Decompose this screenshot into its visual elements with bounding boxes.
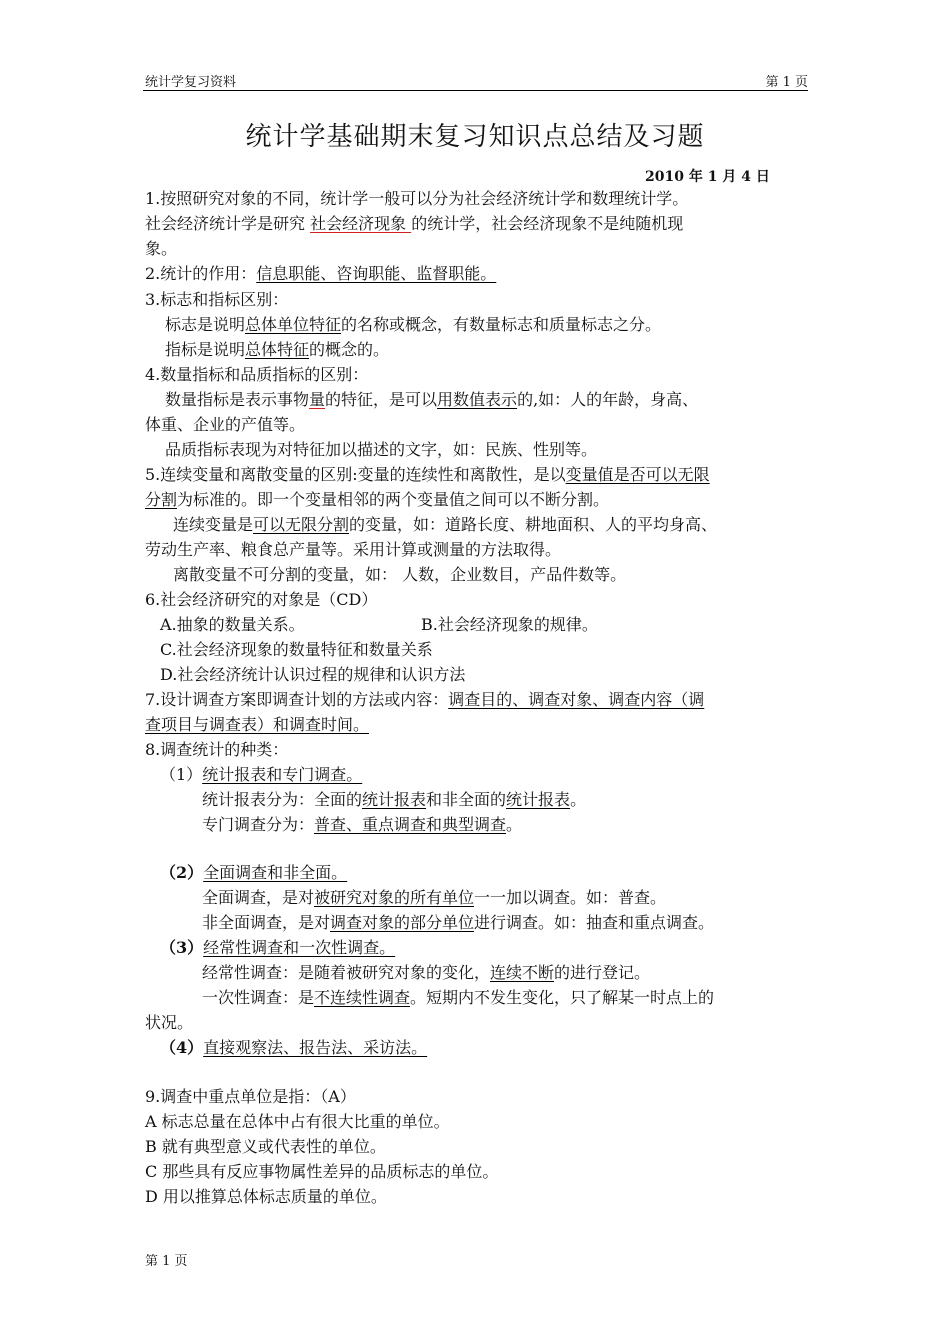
s4-line1 — [165, 389, 698, 411]
s8-part1-line2 — [202, 814, 522, 836]
underlined-term: 总体特征 — [245, 340, 310, 359]
underlined-term: 可以无限分割 — [253, 515, 350, 534]
s7-line2 — [145, 714, 369, 736]
underlined-term: 变量值是否可以无限 — [565, 465, 710, 484]
s8-part1-line1 — [202, 789, 586, 811]
text: 为标准的。即一个变量相邻的两个变量值之间可以不断分割。 — [177, 490, 610, 509]
s2-line — [145, 263, 496, 285]
s9-option-d: D 用以推算总体标志质量的单位。 — [145, 1187, 387, 1206]
underlined-term: 调查对象的部分单位 — [330, 913, 475, 932]
text: 数量指标是表示事物 — [165, 390, 310, 409]
underlined-term: 统计报表 — [506, 790, 571, 809]
underlined-term: 连续不断 — [490, 963, 555, 982]
text: 指标是说明 — [165, 340, 246, 359]
text: 一次性调查：是 — [202, 988, 315, 1007]
document-title: 统计学基础期末复习知识点总结及习题 — [245, 122, 705, 152]
s6-option-a: A.抽象的数量关系。 — [160, 615, 305, 634]
text: （4） — [160, 1038, 204, 1057]
s8-part3 — [160, 937, 395, 959]
text: 。短期内不发生变化，只了解某一时点上的 — [410, 988, 715, 1007]
underlined-term: 量 — [309, 390, 326, 409]
s9-option-b: B 就有典型意义或代表性的单位。 — [145, 1137, 386, 1156]
s5-line5: 离散变量不可分割的变量，如： 人数，企业数目，产品件数等。 — [173, 565, 627, 584]
text: 。 — [506, 815, 523, 834]
page-header — [143, 70, 808, 91]
underlined-term: 社会经济现象 — [310, 214, 412, 233]
text: 的名称或概念，有数量标志和质量标志之分。 — [341, 315, 662, 334]
text: （2） — [160, 863, 204, 882]
text: 一一加以调查。如：普查。 — [474, 888, 667, 907]
text: （3） — [160, 938, 204, 957]
s4-line3: 品质指标表现为对特征加以描述的文字，如：民族、性别等。 — [165, 440, 598, 459]
text: 统计报表分为：全面的 — [202, 790, 363, 809]
underlined-term: 总体单位特征 — [245, 315, 342, 334]
text: 标志是说明 — [165, 315, 246, 334]
s8-part4 — [160, 1037, 427, 1059]
underlined-term: 不连续性调查 — [314, 988, 411, 1007]
page-footer: 第 1 页 — [145, 1254, 188, 1269]
s8-part2 — [160, 862, 347, 884]
s8-part3-line3: 状况。 — [145, 1013, 194, 1032]
text: 连续变量是 — [173, 515, 254, 534]
text: 专门调查分为： — [202, 815, 315, 834]
underlined-term: 调查目的、调查对象、调查内容（调 — [448, 690, 705, 709]
text: 2.统计的作用： — [145, 264, 257, 283]
text: （1） — [160, 765, 203, 784]
s5-line2 — [145, 489, 609, 511]
text: 的进行登记。 — [554, 963, 651, 982]
text: 的变量，如：道路长度、耕地面积、人的平均身高、 — [349, 515, 718, 534]
underlined-term: 全面调查和非全面。 — [203, 863, 348, 882]
text: 。 — [570, 790, 587, 809]
underlined-term: 被研究对象的所有单位 — [314, 888, 475, 907]
s6-option-b: B.社会经济现象的规律。 — [421, 615, 598, 634]
header-left: 统计学复习资料 — [145, 75, 237, 90]
s5-line4: 劳动生产率、粮食总产量等。采用计算或测量的方法取得。 — [145, 540, 562, 559]
s3-line1 — [165, 314, 661, 336]
underlined-term: 查项目与调查表）和调查时间。 — [145, 715, 370, 734]
underlined-term: 经常性调查和一次性调查。 — [203, 938, 396, 957]
s8-part3-line2 — [202, 987, 714, 1009]
header-right: 第 1 页 — [765, 75, 808, 90]
underlined-term: 用数值表示 — [437, 390, 518, 409]
text: 经常性调查：是随着被研究对象的变化， — [202, 963, 491, 982]
s6-option-c: C.社会经济现象的数量特征和数量关系 — [160, 640, 433, 659]
s1-line2 — [145, 213, 683, 235]
underlined-term: 统计报表和专门调查。 — [202, 765, 363, 784]
text: 的,如：人的年龄，身高、 — [517, 390, 699, 409]
text: 5.连续变量和离散变量的区别:变量的连续性和离散性，是以 — [145, 465, 566, 484]
s8-part2-line2 — [202, 912, 714, 934]
s8-part2-line1 — [202, 887, 666, 909]
s6-heading: 6.社会经济研究的对象是（CD） — [145, 590, 378, 609]
text: 7.设计调查方案即调查计划的方法或内容： — [145, 690, 449, 709]
underlined-term: 分割 — [145, 490, 178, 509]
text: 全面调查，是对 — [202, 888, 315, 907]
s9-heading: 9.调查中重点单位是指：（A） — [145, 1087, 356, 1106]
text: 和非全面的 — [426, 790, 507, 809]
s7-line1 — [145, 689, 704, 711]
s6-option-d: D.社会经济统计认识过程的规律和认识方法 — [160, 665, 466, 684]
text: 的概念的。 — [309, 340, 390, 359]
s8-part1 — [160, 764, 362, 786]
s5-line1 — [145, 464, 710, 486]
s8-part3-line1 — [202, 962, 650, 984]
s3-line2 — [165, 339, 389, 361]
s4-line2: 体重、企业的产值等。 — [145, 415, 306, 434]
underlined-term: 统计报表 — [362, 790, 427, 809]
underlined-term: 直接观察法、报告法、采访法。 — [203, 1038, 428, 1057]
s9-option-a: A 标志总量在总体中占有很大比重的单位。 — [145, 1112, 450, 1131]
s9-option-c: C 那些具有反应事物属性差异的品质标志的单位。 — [145, 1162, 499, 1181]
text: 进行调查。如：抽查和重点调查。 — [474, 913, 715, 932]
s1-line3: 象。 — [145, 239, 178, 258]
s8-heading: 8.调查统计的种类： — [145, 740, 289, 759]
text: 的特征，是可以 — [325, 390, 438, 409]
document-date: 2010 年 1 月 4 日 — [645, 169, 770, 185]
text: 非全面调查，是对 — [202, 913, 331, 932]
s4-heading: 4.数量指标和品质指标的区别： — [145, 365, 369, 384]
s3-heading: 3.标志和指标区别： — [145, 290, 289, 309]
s5-line3 — [173, 514, 717, 536]
underlined-term: 信息职能、咨询职能、监督职能。 — [256, 264, 497, 283]
text: 的统计学，社会经济现象不是纯随机现 — [411, 214, 684, 233]
underlined-term: 普查、重点调查和典型调查 — [314, 815, 507, 834]
text: 社会经济统计学是研究 — [145, 214, 311, 233]
s1-line1: 1.按照研究对象的不同，统计学一般可以分为社会经济统计学和数理统计学。 — [145, 189, 689, 208]
